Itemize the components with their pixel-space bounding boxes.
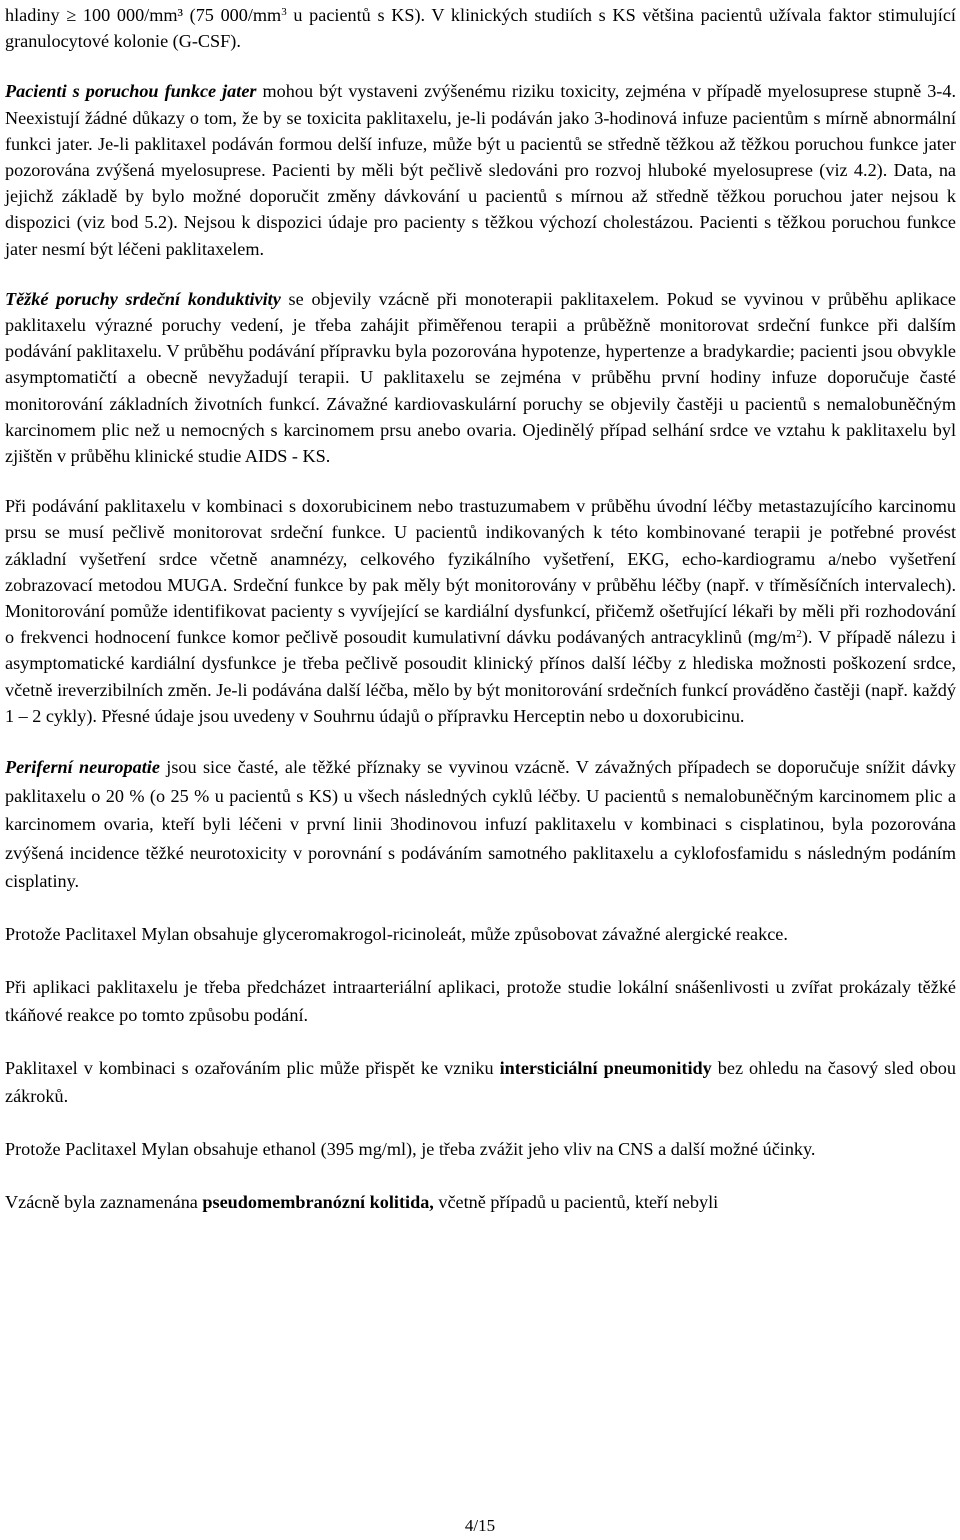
paragraph-ethanol [5, 1135, 956, 1164]
text: Paklitaxel v kombinaci s ozařováním plic může přispět ke vzniku [5, 1057, 500, 1078]
text: včetně případů u pacientů, kteří nebyli [433, 1191, 719, 1212]
emphasis-heading: Těžké poruchy srdeční konduktivity [5, 288, 281, 309]
text: Protože Paclitaxel Mylan obsahuje ethanol (395 mg/ml), je třeba zvážit jeho vliv na CNS a další možné účinky. [5, 1139, 816, 1160]
paragraph-cardiac-conduction [5, 286, 956, 469]
bold-term: pseudomembranózní kolitida, [202, 1191, 434, 1212]
text: Protože Paclitaxel Mylan obsahuje glyceromakrogol-ricinoleát, může způsobovat závažné alergické reakce. [5, 924, 788, 945]
page-number: 4/15 [464, 1516, 496, 1535]
superscript: 3 [281, 6, 287, 18]
document-page [5, 2, 956, 1240]
emphasis-heading: Periferní neuropatie [5, 757, 160, 778]
paragraph-liver-impairment [5, 78, 956, 261]
paragraph-cardiac-monitoring [5, 493, 956, 729]
text: Při aplikaci paklitaxelu je třeba předcházet intraarteriální aplikaci, protože studie lokální snášenlivosti u zvířat prokázaly těžké tkáňové reakce po tomto způsobu podání. [5, 976, 956, 1026]
bold-term: intersticiální pneumonitidy [499, 1057, 712, 1078]
text: Při podávání paklitaxelu v kombinaci s doxorubicinem nebo trastuzumabem v průběhu úvodní léčby metastazujícího karcinomu prsu se musí pečlivě monitorovat srdeční funkce. U pacientů indikovaných k této kombinované terapii je potřebné provést základní vyšetření srdce včetně anamnézy, celkového fyzikálního vyšetření, EKG, echo-kardiogramu a/nebo vyšetření zobrazovací metodou MUGA. Srdeční funkce by pak měly být monitorovány v průběhu léčby (např. v tříměsíčních intervalech). Monitorování pomůže identifikovat pacienty s vyvíjející se kardiální dysfunkcí, přičemž ošetřující lékaři by měli při rozhodování o frekvenci hodnocení funkce komor pečlivě posoudit kumulativní dávku podávaných antracyklinů (mg/m [5, 496, 956, 648]
paragraph-intraarterial [5, 973, 956, 1030]
emphasis-heading: Pacienti s poruchou funkce jater [5, 81, 257, 102]
text: u pacientů s KS). V klinických studiích s KS většina pacientů užívala faktor stimulující granulocytové kolonie (G-CSF). [5, 5, 956, 52]
text: bez ohledu na časový sled obou zákroků. [5, 1057, 956, 1107]
text: hladiny ≥ 100 000/mm³ (75 000/mm [5, 5, 282, 25]
paragraph-allergic-reactions [5, 920, 956, 949]
superscript: 2 [796, 628, 802, 641]
text: Vzácně byla zaznamenána [5, 1191, 203, 1212]
text: ). V případě nálezu i asymptomatické kardiální dysfunkce je třeba pečlivě posoudit klinický přínos další léčby z hlediska možnosti poškození srdce, včetně ireverzibilních změn. Je-li podávána další léčba, mělo by být monitorování srdečních funkcí prováděno častěji (např. každý 1 – 2 cykly). Přesné údaje jsou uvedeny v Souhrnu údajů o přípravku Herceptin nebo u doxorubicinu. [5, 627, 956, 726]
text: jsou sice časté, ale těžké příznaky se vyvinou vzácně. V závažných případech se doporučuje snížit dávky paklitaxelu o 20 % (o 25 % u pacientů s KS) u všech následných cyklů léčby. U pacientů s nemalobuněčným karcinomem plic a karcinomem ovaria, kteří byli léčeni v první linii 3hodinovou infuzí paklitaxelu v kombinaci s cisplatinou, byla pozorována zvýšená incidence těžké neurotoxicity v porovnání s podáváním samotného paklitaxelu a cyklofosfamidu s následným podáním cisplatiny. [5, 757, 956, 892]
paragraph-gcsf [5, 2, 956, 54]
paragraph-peripheral-neuropathy [5, 753, 956, 896]
text: mohou být vystaveni zvýšenému riziku toxicity, zejména v případě myelosuprese stupně 3-4. Neexistují žádné důkazy o tom, že by se toxicita paklitaxelu, je-li podáván jako 3-hodinová infuze pacientům s mírně abnormální funkci jater. Je-li paklitaxel podáván formou delší infuze, může být u pacientů se středně těžkou až těžkou poruchou funkce jater pozorována zvýšená myelosuprese. Pacienti by měli být pečlivě sledováni pro rozvoj hluboké myelosuprese (viz 4.2). Data, na jejichž základě by bylo možné doporučit změny dávkování u pacientů s mírnou až středně těžkou poruchou jater nejsou k dispozici (viz bod 5.2). Nejsou k dispozici údaje pro pacienty s těžkou výchozí cholestázou. Pacienti s těžkou poruchou funkce jater nesmí být léčeni paklitaxelem. [5, 81, 956, 259]
paragraph-pneumonitis [5, 1054, 956, 1111]
text: se objevily vzácně při monoterapii paklitaxelem. Pokud se vyvinou v průběhu aplikace paklitaxelu výrazné poruchy vedení, je třeba zahájit přiměřenou terapii a průběžně monitorovat srdeční funkce při dalším podávání paklitaxelu. V průběhu podávání přípravku byla pozorována hypotenze, hypertenze a bradykardie; pacienti jsou obvykle asymptomatičtí a obecně nevyžadují terapii. U paklitaxelu se zejména v průběhu první hodiny infuze doporučuje časté monitorování základních životních funkcí. Závažné kardiovaskulární poruchy se objevily častěji u pacientů s nemalobuněčným karcinomem plic než u nemocných s karcinomem prsu anebo ovaria. Ojedinělý případ selhání srdce ve vztahu k paklitaxelu byl zjištěn v průběhu klinické studie AIDS - KS. [5, 288, 956, 467]
paragraph-colitis [5, 1188, 956, 1217]
